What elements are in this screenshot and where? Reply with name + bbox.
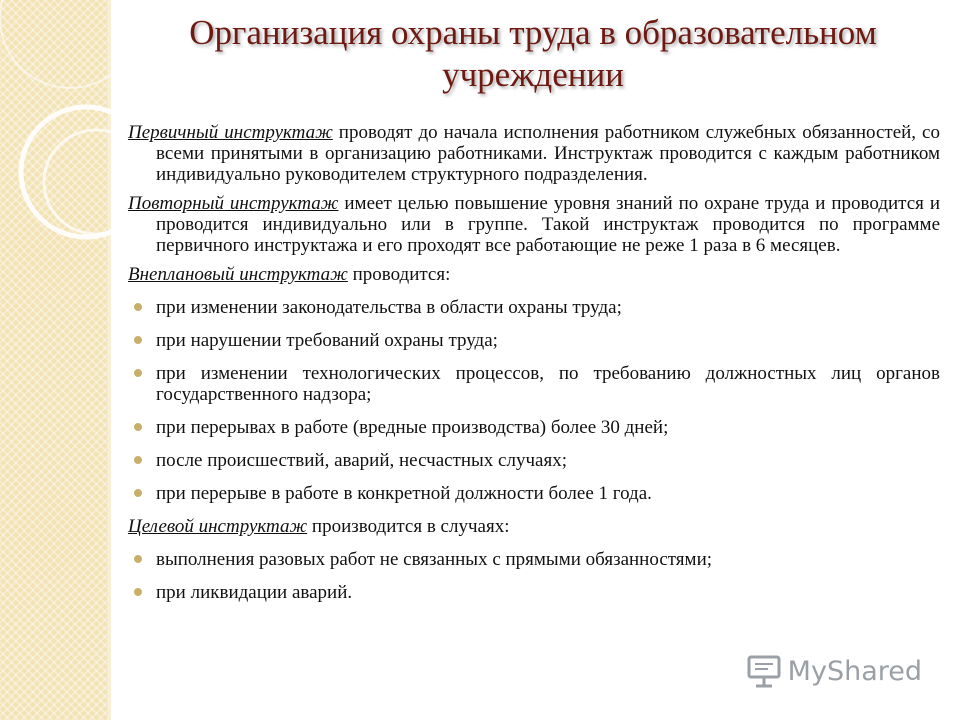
- bullet-icon: [134, 489, 142, 497]
- list-item: при нарушении требований охраны труда;: [128, 330, 940, 351]
- term-repeat-briefing: Повторный инструктаж: [128, 193, 339, 214]
- text-targeted-briefing: производится в случаях:: [307, 516, 510, 537]
- bullet-icon: [134, 588, 142, 596]
- list-item: при перерыве в работе в конкретной должности более 1 года.: [128, 483, 940, 504]
- text-primary-briefing: проводят до начала исполнения работником служебных обязанностей, со всеми принятыми в организацию работниками. Инструктаж проводится с каждым работником индивидуально руководителем структурного подразделения.: [156, 122, 940, 185]
- bullet-icon: [134, 336, 142, 344]
- text-repeat-briefing: имеет целью повышение уровня знаний по охране труда и проводится и проводится индивидуально или в группе. Такой инструктаж проводится по программе первичного инструктажа и его проходят все работающие не реже 1 раза в 6 месяцев.: [156, 193, 940, 256]
- slide-title: Организация охраны труда в образовательном учреждении: [189, 13, 877, 94]
- targeted-briefing-list: [128, 549, 940, 603]
- bullet-icon: [134, 369, 142, 377]
- paragraph-targeted-briefing: [128, 516, 940, 537]
- list-item: при изменении законодательства в области охраны труда;: [128, 297, 940, 318]
- slide-body: [128, 122, 940, 615]
- text-unplanned-briefing: проводится:: [347, 264, 451, 285]
- watermark-logo: [746, 654, 922, 688]
- decorative-circle-top: [0, 0, 140, 88]
- watermark-text: MyShared: [787, 655, 922, 687]
- list-item: при ликвидации аварий.: [128, 582, 940, 603]
- bullet-icon: [134, 303, 142, 311]
- list-item: при перерывах в работе (вредные производства) более 30 дней;: [128, 417, 940, 438]
- bullet-icon: [134, 555, 142, 563]
- term-unplanned-briefing: Внеплановый инструктаж: [128, 264, 348, 285]
- list-item: выполнения разовых работ не связанных с прямыми обязанностями;: [128, 549, 940, 570]
- presentation-board-icon: [746, 654, 782, 688]
- decorative-circle-outer: [21, 107, 140, 237]
- bullet-icon: [134, 423, 142, 431]
- unplanned-briefing-list: [128, 297, 940, 504]
- paragraph-unplanned-briefing: [128, 264, 940, 285]
- decorative-circle-inner: [44, 130, 140, 234]
- term-primary-briefing: Первичный инструктаж: [128, 122, 333, 143]
- decorative-circles: [0, 0, 140, 720]
- list-item: после происшествий, аварий, несчастных случаях;: [128, 450, 940, 471]
- term-targeted-briefing: Целевой инструктаж: [128, 516, 308, 537]
- list-item: при изменении технологических процессов, по требованию должностных лиц органов государственного надзора;: [128, 363, 940, 405]
- paragraph-repeat-briefing: [128, 193, 940, 256]
- bullet-icon: [134, 456, 142, 464]
- paragraph-primary-briefing: [128, 122, 940, 185]
